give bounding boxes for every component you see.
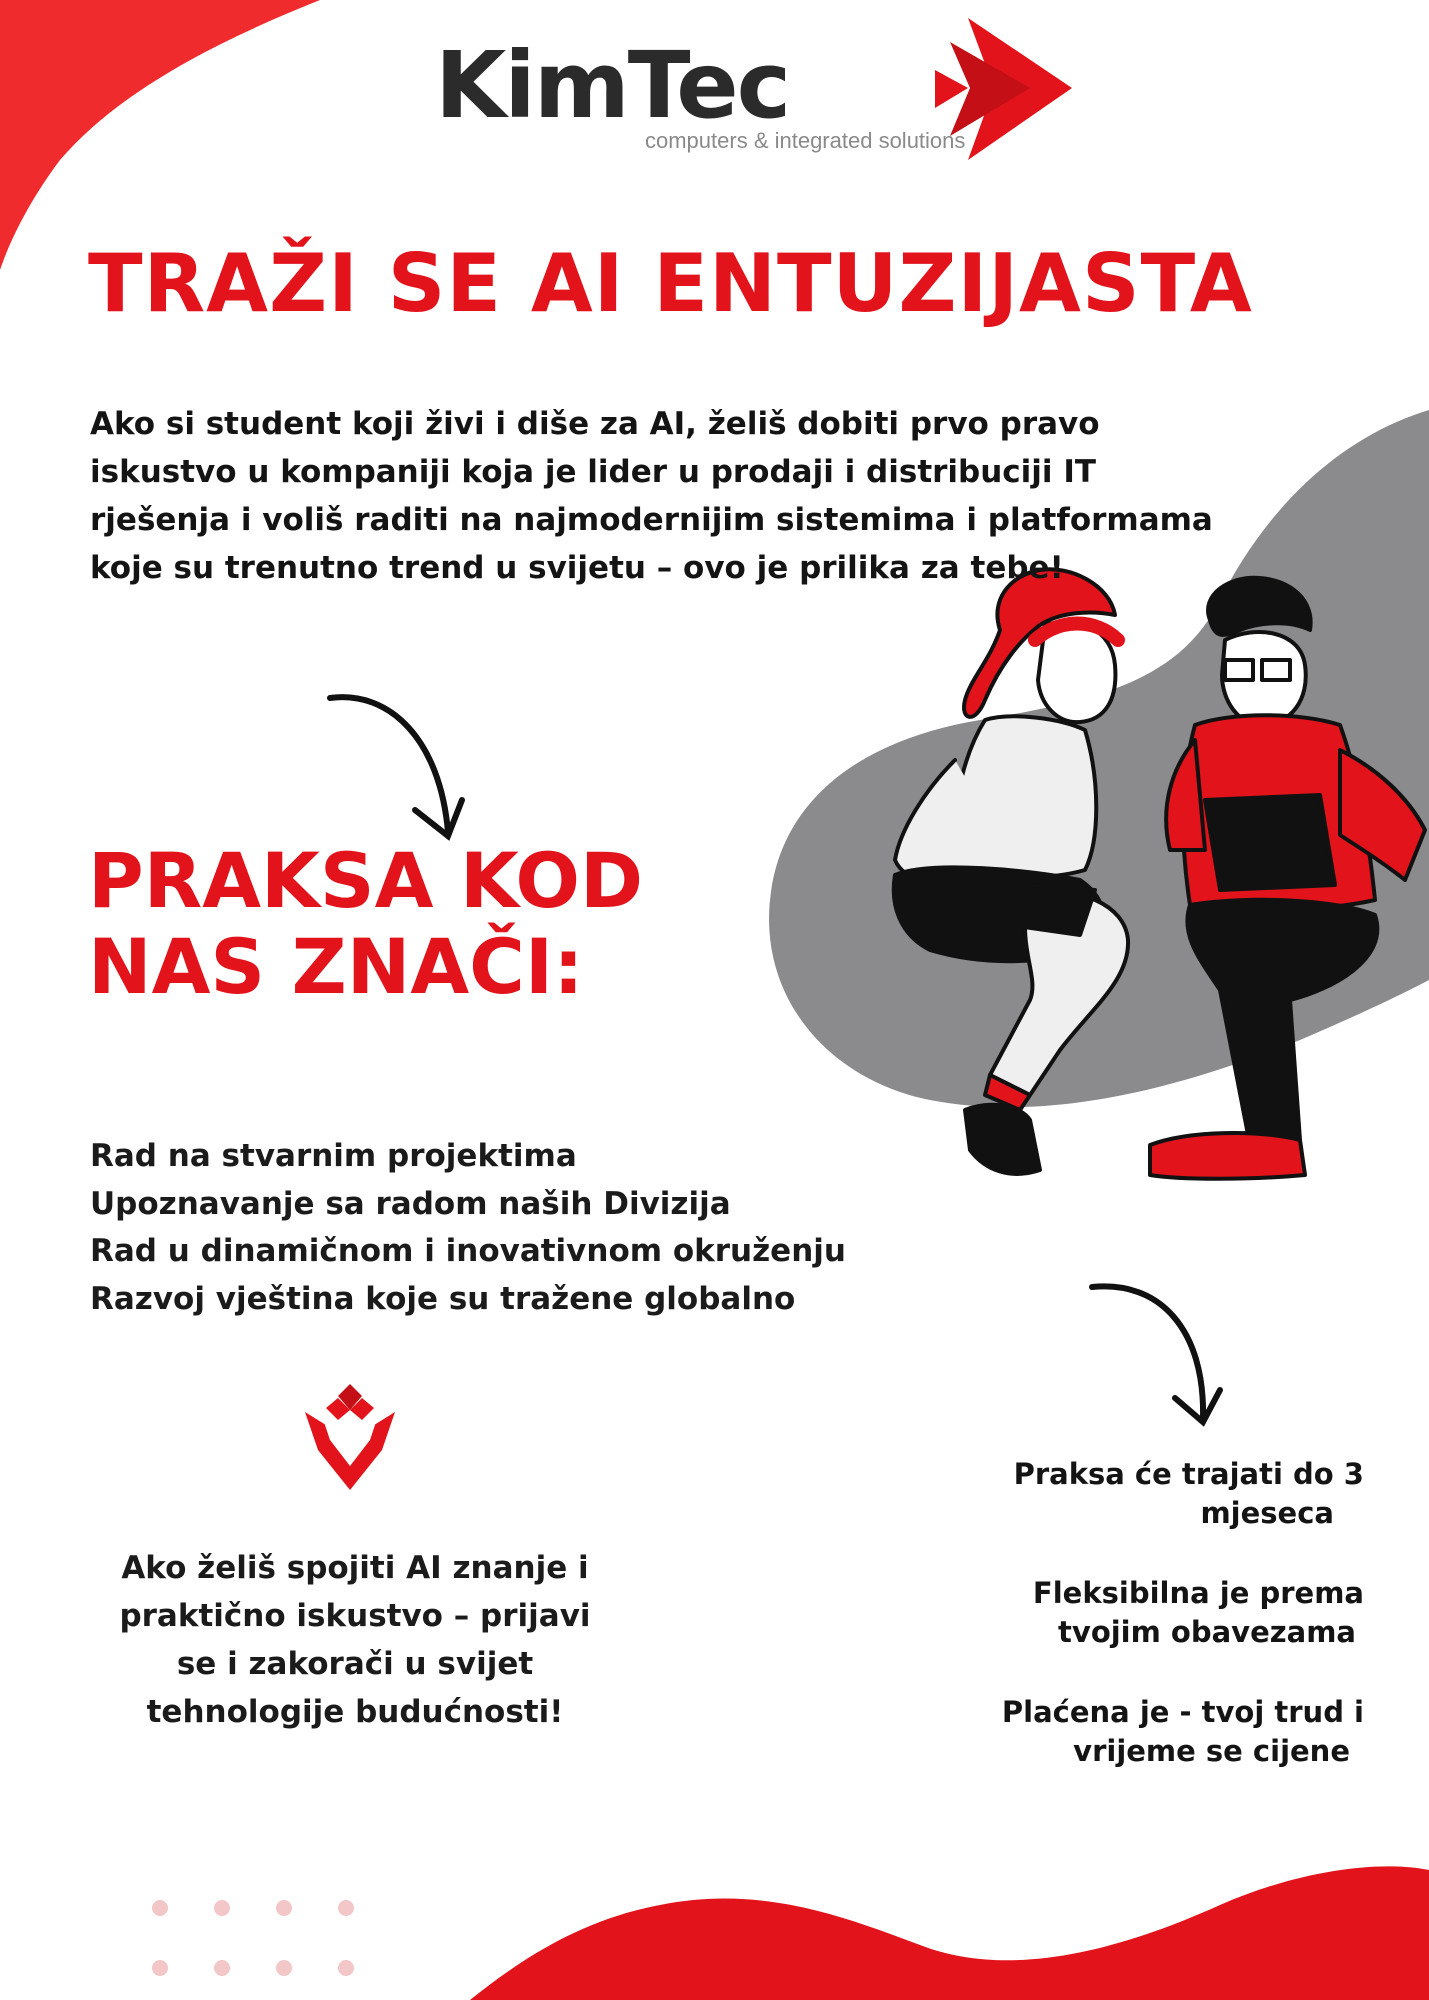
page-headline: TRAŽI SE AI ENTUZIJASTA [88,237,1253,330]
fact-duration-line2: mjeseca [1200,1496,1334,1530]
praksa-heading [88,838,643,1010]
bottom-wave [470,1866,1429,2000]
benefits-list [90,1133,846,1323]
praksa-heading-line2: NAS ZNAČI: [88,922,584,1011]
fact-flexibility-line1: Fleksibilna je prema [1032,1576,1364,1610]
fact-duration-line1: Praksa će trajati do 3 [1013,1457,1364,1491]
list-item: Razvoj vještina koje su tražene globalno [90,1280,796,1317]
curved-arrow-icon-2 [1092,1286,1220,1422]
brand-tagline: computers & integrated solutions [645,128,966,153]
dots-decoration [152,1900,354,1976]
praksa-heading-line1: PRAKSA KOD [88,836,644,925]
list-item: Rad u dinamičnom i inovativnom okruženju [90,1233,846,1269]
fact-flexibility [944,1574,1364,1652]
list-item: Upoznavanje sa radom naših Divizija [90,1185,731,1222]
call-to-action-text: Ako želiš spojiti AI znanje i praktično iskustvo – prijavi se i zakorači u svijet tehnologije budućnosti! [119,1550,591,1730]
intro-paragraph: Ako si student koji živi i diše za AI, želiš dobiti prvo pravo iskustvo u kompaniji koja je lider u prodaji i distribuciji IT rješenja i voliš raditi na najmodernijim sistemima i platformama koje su trenutno trend u svijetu – ovo je prilika za tebe! [90,406,1213,586]
list-item: Rad na stvarnim projektima [90,1138,577,1174]
curved-arrow-icon [330,697,462,836]
corner-blob-top-left [0,0,320,270]
fact-flexibility-line2: tvojim obavezama [1058,1615,1356,1649]
fact-paid-line2: vrijeme se cijene [1073,1734,1350,1768]
internship-facts [944,1455,1364,1812]
brand-logo-wordmark: KimTec [435,32,790,139]
fact-paid [944,1693,1364,1771]
fact-duration [944,1455,1364,1533]
fact-paid-line1: Plaćena je - tvoj trud i [1001,1695,1364,1729]
kimtec-emblem-icon [305,1384,395,1490]
